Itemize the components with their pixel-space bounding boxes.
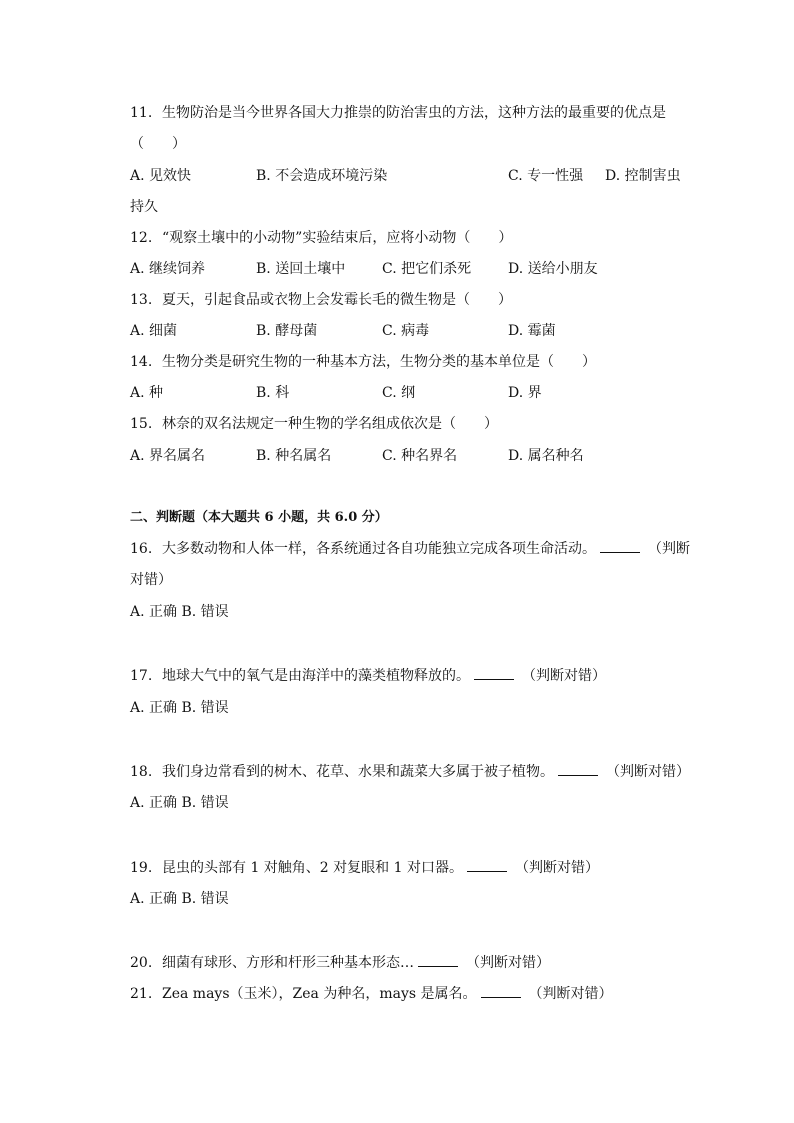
option-a: A. 见效快 bbox=[130, 168, 192, 184]
option-c: C. 病毒 bbox=[382, 323, 430, 339]
option-d-cont: 持久 bbox=[130, 199, 158, 215]
question-14-stem bbox=[130, 353, 596, 371]
option-b: B. 送回土壤中 bbox=[256, 261, 346, 277]
option-a: A. 继续饲养 bbox=[130, 261, 206, 277]
answer-blank[interactable] bbox=[467, 859, 507, 872]
question-17-stem bbox=[130, 667, 606, 685]
option-d: D. 属名种名 bbox=[508, 448, 584, 464]
option-c: C. 专一性强 bbox=[508, 168, 584, 184]
question-text: 生物分类是研究生物的一种基本方法，生物分类的基本单位是（ ） bbox=[162, 354, 596, 370]
answer-blank[interactable] bbox=[600, 540, 640, 553]
question-text: 林奈的双名法规定一种生物的学名组成依次是（ ） bbox=[162, 416, 498, 432]
question-number: 13. bbox=[130, 292, 153, 308]
option-a: A. 种 bbox=[130, 385, 164, 401]
option-b: B. 不会造成环境污染 bbox=[256, 168, 388, 184]
question-16-cont: 对错） bbox=[130, 572, 172, 588]
question-number: 16. bbox=[130, 541, 153, 557]
question-21-stem bbox=[130, 985, 613, 1003]
question-number: 11. bbox=[130, 105, 153, 121]
question-text: Zea mays（玉米），Zea 为种名，mays 是属名。 bbox=[162, 986, 477, 1002]
option-b: B. 酵母菌 bbox=[256, 323, 318, 339]
option-c: C. 把它们杀死 bbox=[382, 261, 472, 277]
question-15-stem bbox=[130, 415, 498, 433]
option-b: B. 种名属名 bbox=[256, 448, 332, 464]
question-tail: （判断对错） bbox=[528, 986, 613, 1002]
question-11-stem bbox=[130, 104, 666, 122]
question-number: 20. bbox=[130, 955, 153, 971]
question-11-stem-cont: （ ） bbox=[130, 136, 186, 152]
question-number: 12. bbox=[130, 230, 153, 246]
question-text: 我们身边常看到的树木、花草、水果和蔬菜大多属于被子植物。 bbox=[162, 764, 554, 780]
option-d: D. 界 bbox=[508, 385, 542, 401]
question-tail: （判断对错） bbox=[514, 860, 599, 876]
question-text: “观察土壤中的小动物”实验结束后，应将小动物（ ） bbox=[162, 230, 513, 246]
option-c: C. 种名界名 bbox=[382, 448, 458, 464]
option-d: D. 控制害虫 bbox=[605, 168, 681, 184]
question-tail: （判断对错） bbox=[522, 668, 606, 684]
question-number: 21. bbox=[130, 986, 153, 1002]
question-tail: （判断 bbox=[648, 541, 690, 557]
question-tail: （判断对错） bbox=[466, 955, 550, 971]
question-text: 地球大气中的氧气是由海洋中的藻类植物释放的。 bbox=[162, 668, 470, 684]
answer-options: A. 正确 B. 错误 bbox=[130, 891, 229, 907]
question-text: 生物防治是当今世界各国大力推崇的防治害虫的方法，这种方法的最重要的优点是 bbox=[162, 105, 666, 121]
option-d: D. 送给小朋友 bbox=[508, 261, 598, 277]
question-16-stem bbox=[130, 540, 690, 558]
question-20-stem bbox=[130, 954, 550, 972]
question-number: 19. bbox=[130, 860, 153, 876]
question-text: 细菌有球形、方形和杆形三种基本形态… bbox=[162, 955, 414, 971]
question-19-stem bbox=[130, 859, 599, 877]
answer-options: A. 正确 B. 错误 bbox=[130, 700, 229, 716]
option-d: D. 霉菌 bbox=[508, 323, 556, 339]
question-number: 15. bbox=[130, 416, 153, 432]
answer-blank[interactable] bbox=[481, 985, 521, 998]
question-12-stem bbox=[130, 229, 512, 247]
question-13-stem bbox=[130, 291, 512, 309]
option-b: B. 科 bbox=[256, 385, 290, 401]
question-text: 昆虫的头部有 1 对触角、2 对复眼和 1 对口器。 bbox=[162, 860, 463, 876]
answer-blank[interactable] bbox=[558, 763, 598, 776]
answer-options: A. 正确 B. 错误 bbox=[130, 604, 229, 620]
question-tail: （判断对错） bbox=[606, 764, 690, 780]
question-18-stem bbox=[130, 763, 690, 781]
answer-blank[interactable] bbox=[418, 954, 458, 967]
answer-options: A. 正确 B. 错误 bbox=[130, 795, 229, 811]
option-a: A. 细菌 bbox=[130, 323, 178, 339]
question-number: 17. bbox=[130, 668, 153, 684]
option-c: C. 纲 bbox=[382, 385, 416, 401]
question-number: 14. bbox=[130, 354, 153, 370]
option-a: A. 界名属名 bbox=[130, 448, 206, 464]
question-text: 夏天，引起食品或衣物上会发霉长毛的微生物是（ ） bbox=[162, 292, 512, 308]
question-text: 大多数动物和人体一样，各系统通过各自功能独立完成各项生命活动。 bbox=[162, 541, 596, 557]
answer-blank[interactable] bbox=[474, 667, 514, 680]
question-number: 18. bbox=[130, 764, 153, 780]
section-2-title: 二、判断题（本大题共 6 小题，共 6.0 分） bbox=[130, 510, 388, 525]
